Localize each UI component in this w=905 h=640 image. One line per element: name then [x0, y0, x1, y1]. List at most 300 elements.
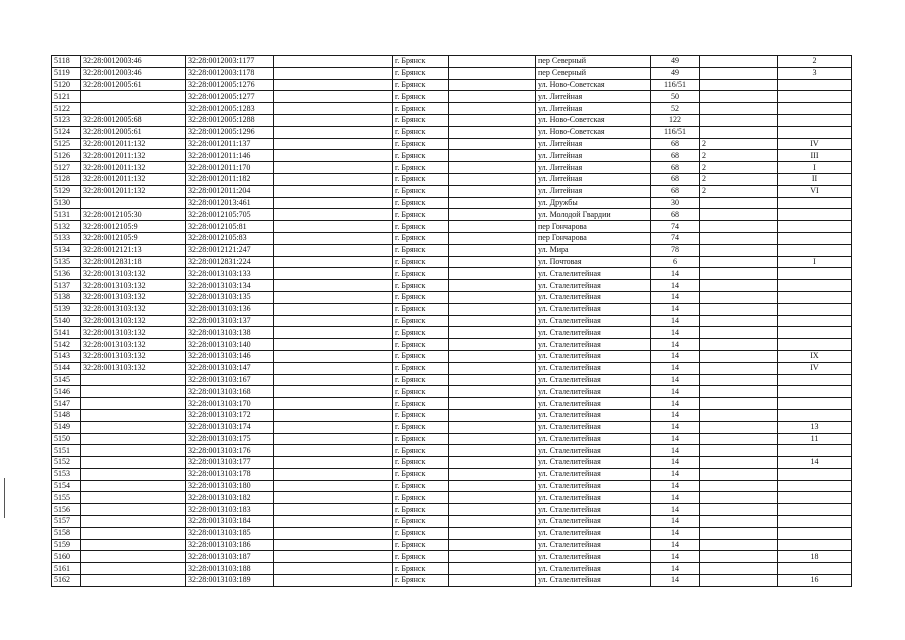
street-cell: ул. Сталелитейная: [536, 409, 651, 421]
table-row: [52, 150, 852, 162]
blank-cell-2: [449, 327, 536, 339]
table-row: [52, 197, 852, 209]
parcel-number-cell: [81, 398, 186, 410]
blank-cell: [274, 173, 393, 185]
row-number-cell: 5146: [52, 386, 81, 398]
parcel-number-cell: 32:28:0013103:132: [81, 280, 186, 292]
row-number-cell: 5119: [52, 67, 81, 79]
row-number-cell: 5153: [52, 468, 81, 480]
parcel-number-cell: [81, 433, 186, 445]
building-cell: [700, 516, 778, 528]
apartment-cell: [778, 398, 852, 410]
blank-cell: [274, 374, 393, 386]
object-number-cell: 32:28:0013103:177: [186, 457, 274, 469]
row-number-cell: 5157: [52, 516, 81, 528]
city-cell: г. Брянск: [393, 303, 449, 315]
table-row: [52, 421, 852, 433]
object-number-cell: 32:28:0013103:174: [186, 421, 274, 433]
table-row: [52, 138, 852, 150]
building-cell: [700, 433, 778, 445]
city-cell: г. Брянск: [393, 527, 449, 539]
object-number-cell: 32:28:0013103:178: [186, 468, 274, 480]
parcel-number-cell: [81, 504, 186, 516]
city-cell: г. Брянск: [393, 103, 449, 115]
city-cell: г. Брянск: [393, 516, 449, 528]
apartment-cell: 2: [778, 56, 852, 68]
street-cell: ул. Сталелитейная: [536, 457, 651, 469]
building-cell: [700, 374, 778, 386]
object-number-cell: 32:28:0012003:1178: [186, 67, 274, 79]
row-number-cell: 5121: [52, 91, 81, 103]
table-row: [52, 91, 852, 103]
blank-cell-2: [449, 362, 536, 374]
building-cell: [700, 197, 778, 209]
blank-cell: [274, 504, 393, 516]
city-cell: г. Брянск: [393, 539, 449, 551]
blank-cell: [274, 433, 393, 445]
apartment-cell: [778, 339, 852, 351]
table-row: [52, 280, 852, 292]
object-number-cell: 32:28:0013103:187: [186, 551, 274, 563]
object-number-cell: 32:28:0012011:137: [186, 138, 274, 150]
building-cell: [700, 492, 778, 504]
blank-cell: [274, 445, 393, 457]
blank-cell-2: [449, 209, 536, 221]
row-number-cell: 5148: [52, 409, 81, 421]
city-cell: г. Брянск: [393, 339, 449, 351]
blank-cell: [274, 232, 393, 244]
parcel-number-cell: [81, 480, 186, 492]
parcel-number-cell: 32:28:0012005:61: [81, 126, 186, 138]
city-cell: г. Брянск: [393, 173, 449, 185]
blank-cell-2: [449, 421, 536, 433]
street-cell: ул. Сталелитейная: [536, 539, 651, 551]
street-cell: ул. Сталелитейная: [536, 492, 651, 504]
house-number-cell: 116/51: [651, 79, 700, 91]
building-cell: [700, 327, 778, 339]
blank-cell-2: [449, 162, 536, 174]
city-cell: г. Брянск: [393, 232, 449, 244]
parcel-number-cell: [81, 374, 186, 386]
city-cell: г. Брянск: [393, 409, 449, 421]
street-cell: ул. Дружбы: [536, 197, 651, 209]
row-number-cell: 5147: [52, 398, 81, 410]
street-cell: пер Гончарова: [536, 232, 651, 244]
row-number-cell: 5130: [52, 197, 81, 209]
table-row: [52, 185, 852, 197]
parcel-number-cell: 32:28:0012011:132: [81, 162, 186, 174]
table-row: [52, 362, 852, 374]
building-cell: [700, 539, 778, 551]
building-cell: [700, 339, 778, 351]
apartment-cell: 13: [778, 421, 852, 433]
city-cell: г. Брянск: [393, 256, 449, 268]
house-number-cell: 14: [651, 539, 700, 551]
apartment-cell: [778, 480, 852, 492]
house-number-cell: 68: [651, 185, 700, 197]
table-row: [52, 256, 852, 268]
object-number-cell: 32:28:0012005:1277: [186, 91, 274, 103]
parcel-number-cell: [81, 516, 186, 528]
table-row: [52, 291, 852, 303]
blank-cell-2: [449, 150, 536, 162]
apartment-cell: 14: [778, 457, 852, 469]
house-number-cell: 14: [651, 445, 700, 457]
street-cell: ул. Сталелитейная: [536, 445, 651, 457]
city-cell: г. Брянск: [393, 185, 449, 197]
table-row: [52, 539, 852, 551]
blank-cell-2: [449, 575, 536, 587]
building-cell: [700, 362, 778, 374]
building-cell: [700, 79, 778, 91]
row-number-cell: 5129: [52, 185, 81, 197]
street-cell: ул. Литейная: [536, 103, 651, 115]
blank-cell: [274, 409, 393, 421]
object-number-cell: 32:28:0012105:705: [186, 209, 274, 221]
row-number-cell: 5141: [52, 327, 81, 339]
table-row: [52, 232, 852, 244]
object-number-cell: 32:28:0012013:461: [186, 197, 274, 209]
street-cell: пер Северный: [536, 56, 651, 68]
object-number-cell: 32:28:0012011:204: [186, 185, 274, 197]
building-cell: [700, 421, 778, 433]
house-number-cell: 14: [651, 480, 700, 492]
apartment-cell: [778, 303, 852, 315]
blank-cell: [274, 398, 393, 410]
house-number-cell: 49: [651, 67, 700, 79]
table-row: [52, 516, 852, 528]
object-number-cell: 32:28:0013103:137: [186, 315, 274, 327]
city-cell: г. Брянск: [393, 362, 449, 374]
object-number-cell: 32:28:0013103:184: [186, 516, 274, 528]
blank-cell: [274, 291, 393, 303]
building-cell: [700, 468, 778, 480]
building-cell: [700, 256, 778, 268]
apartment-cell: II: [778, 173, 852, 185]
building-cell: [700, 398, 778, 410]
apartment-cell: [778, 504, 852, 516]
margin-line: [4, 478, 5, 518]
apartment-cell: [778, 209, 852, 221]
row-number-cell: 5143: [52, 350, 81, 362]
building-cell: [700, 232, 778, 244]
object-number-cell: 32:28:0012121:247: [186, 244, 274, 256]
object-number-cell: 32:28:0012005:1296: [186, 126, 274, 138]
parcel-number-cell: 32:28:0012005:61: [81, 79, 186, 91]
blank-cell: [274, 185, 393, 197]
parcel-number-cell: [81, 457, 186, 469]
house-number-cell: 14: [651, 551, 700, 563]
city-cell: г. Брянск: [393, 126, 449, 138]
row-number-cell: 5159: [52, 539, 81, 551]
blank-cell-2: [449, 79, 536, 91]
house-number-cell: 14: [651, 303, 700, 315]
row-number-cell: 5144: [52, 362, 81, 374]
blank-cell-2: [449, 256, 536, 268]
object-number-cell: 32:28:0013103:176: [186, 445, 274, 457]
row-number-cell: 5133: [52, 232, 81, 244]
street-cell: пер Гончарова: [536, 221, 651, 233]
table-row: [52, 268, 852, 280]
building-cell: [700, 126, 778, 138]
street-cell: ул. Сталелитейная: [536, 433, 651, 445]
row-number-cell: 5123: [52, 114, 81, 126]
house-number-cell: 122: [651, 114, 700, 126]
house-number-cell: 14: [651, 527, 700, 539]
building-cell: [700, 551, 778, 563]
object-number-cell: 32:28:0013103:189: [186, 575, 274, 587]
building-cell: [700, 409, 778, 421]
house-number-cell: 14: [651, 575, 700, 587]
city-cell: г. Брянск: [393, 67, 449, 79]
blank-cell-2: [449, 350, 536, 362]
city-cell: г. Брянск: [393, 91, 449, 103]
blank-cell-2: [449, 374, 536, 386]
house-number-cell: 68: [651, 150, 700, 162]
street-cell: ул. Сталелитейная: [536, 339, 651, 351]
blank-cell: [274, 197, 393, 209]
table-row: [52, 563, 852, 575]
object-number-cell: 32:28:0013103:136: [186, 303, 274, 315]
house-number-cell: 14: [651, 350, 700, 362]
blank-cell-2: [449, 516, 536, 528]
apartment-cell: IV: [778, 362, 852, 374]
apartment-cell: [778, 445, 852, 457]
street-cell: ул. Литейная: [536, 138, 651, 150]
blank-cell: [274, 516, 393, 528]
parcel-number-cell: 32:28:0012105:9: [81, 221, 186, 233]
house-number-cell: 14: [651, 362, 700, 374]
house-number-cell: 14: [651, 280, 700, 292]
house-number-cell: 14: [651, 409, 700, 421]
table-row: [52, 575, 852, 587]
table-row: [52, 480, 852, 492]
parcel-number-cell: 32:28:0013103:132: [81, 362, 186, 374]
house-number-cell: 14: [651, 374, 700, 386]
table-row: [52, 209, 852, 221]
parcel-number-cell: 32:28:0013103:132: [81, 339, 186, 351]
blank-cell: [274, 551, 393, 563]
table-row: [52, 433, 852, 445]
house-number-cell: 50: [651, 91, 700, 103]
blank-cell: [274, 126, 393, 138]
house-number-cell: 14: [651, 398, 700, 410]
row-number-cell: 5136: [52, 268, 81, 280]
blank-cell: [274, 138, 393, 150]
house-number-cell: 68: [651, 162, 700, 174]
city-cell: г. Брянск: [393, 209, 449, 221]
building-cell: [700, 350, 778, 362]
object-number-cell: 32:28:0013103:170: [186, 398, 274, 410]
table-body: [52, 56, 852, 587]
parcel-number-cell: 32:28:0013103:132: [81, 291, 186, 303]
blank-cell-2: [449, 303, 536, 315]
parcel-number-cell: [81, 563, 186, 575]
object-number-cell: 32:28:0013103:180: [186, 480, 274, 492]
blank-cell-2: [449, 126, 536, 138]
building-cell: [700, 244, 778, 256]
city-cell: г. Брянск: [393, 280, 449, 292]
apartment-cell: 16: [778, 575, 852, 587]
street-cell: ул. Литейная: [536, 91, 651, 103]
parcel-number-cell: 32:28:0012011:132: [81, 185, 186, 197]
house-number-cell: 68: [651, 173, 700, 185]
apartment-cell: I: [778, 162, 852, 174]
building-cell: [700, 221, 778, 233]
blank-cell-2: [449, 457, 536, 469]
row-number-cell: 5155: [52, 492, 81, 504]
house-number-cell: 74: [651, 232, 700, 244]
object-number-cell: 32:28:0013103:133: [186, 268, 274, 280]
house-number-cell: 68: [651, 138, 700, 150]
blank-cell: [274, 209, 393, 221]
blank-cell-2: [449, 539, 536, 551]
blank-cell-2: [449, 244, 536, 256]
row-number-cell: 5142: [52, 339, 81, 351]
city-cell: г. Брянск: [393, 457, 449, 469]
city-cell: г. Брянск: [393, 492, 449, 504]
object-number-cell: 32:28:0012831:224: [186, 256, 274, 268]
apartment-cell: [778, 563, 852, 575]
parcel-number-cell: 32:28:0013103:132: [81, 268, 186, 280]
row-number-cell: 5151: [52, 445, 81, 457]
row-number-cell: 5128: [52, 173, 81, 185]
building-cell: [700, 303, 778, 315]
house-number-cell: 74: [651, 221, 700, 233]
building-cell: [700, 315, 778, 327]
building-cell: 2: [700, 162, 778, 174]
city-cell: г. Брянск: [393, 138, 449, 150]
row-number-cell: 5126: [52, 150, 81, 162]
building-cell: 2: [700, 138, 778, 150]
house-number-cell: 116/51: [651, 126, 700, 138]
city-cell: г. Брянск: [393, 197, 449, 209]
table-row: [52, 221, 852, 233]
house-number-cell: 14: [651, 268, 700, 280]
row-number-cell: 5140: [52, 315, 81, 327]
blank-cell-2: [449, 185, 536, 197]
parcel-number-cell: [81, 492, 186, 504]
parcel-number-cell: 32:28:0012011:132: [81, 150, 186, 162]
object-number-cell: 32:28:0013103:183: [186, 504, 274, 516]
parcel-number-cell: [81, 445, 186, 457]
street-cell: ул. Ново-Советская: [536, 126, 651, 138]
parcel-number-cell: [81, 91, 186, 103]
street-cell: ул. Сталелитейная: [536, 516, 651, 528]
street-cell: ул. Сталелитейная: [536, 563, 651, 575]
parcel-number-cell: 32:28:0012105:9: [81, 232, 186, 244]
row-number-cell: 5125: [52, 138, 81, 150]
row-number-cell: 5160: [52, 551, 81, 563]
building-cell: [700, 280, 778, 292]
object-number-cell: 32:28:0012005:1283: [186, 103, 274, 115]
row-number-cell: 5139: [52, 303, 81, 315]
street-cell: ул. Сталелитейная: [536, 527, 651, 539]
blank-cell: [274, 67, 393, 79]
apartment-cell: [778, 103, 852, 115]
object-number-cell: 32:28:0013103:138: [186, 327, 274, 339]
table-row: [52, 445, 852, 457]
blank-cell: [274, 114, 393, 126]
street-cell: ул. Сталелитейная: [536, 374, 651, 386]
row-number-cell: 5161: [52, 563, 81, 575]
object-number-cell: 32:28:0013103:186: [186, 539, 274, 551]
object-number-cell: 32:28:0012005:1288: [186, 114, 274, 126]
blank-cell-2: [449, 492, 536, 504]
house-number-cell: 14: [651, 433, 700, 445]
row-number-cell: 5132: [52, 221, 81, 233]
object-number-cell: 32:28:0013103:182: [186, 492, 274, 504]
blank-cell-2: [449, 138, 536, 150]
city-cell: г. Брянск: [393, 421, 449, 433]
parcel-number-cell: [81, 421, 186, 433]
table-row: [52, 374, 852, 386]
city-cell: г. Брянск: [393, 291, 449, 303]
parcel-number-cell: 32:28:0012011:132: [81, 138, 186, 150]
street-cell: ул. Ново-Советская: [536, 114, 651, 126]
blank-cell-2: [449, 268, 536, 280]
table-row: [52, 244, 852, 256]
house-number-cell: 30: [651, 197, 700, 209]
parcel-number-cell: [81, 539, 186, 551]
parcel-number-cell: 32:28:0012003:46: [81, 56, 186, 68]
blank-cell: [274, 563, 393, 575]
building-cell: [700, 56, 778, 68]
parcel-number-cell: [81, 551, 186, 563]
street-cell: ул. Сталелитейная: [536, 268, 651, 280]
blank-cell-2: [449, 56, 536, 68]
blank-cell-2: [449, 445, 536, 457]
blank-cell: [274, 91, 393, 103]
street-cell: ул. Мира: [536, 244, 651, 256]
object-number-cell: 32:28:0012011:170: [186, 162, 274, 174]
building-cell: [700, 103, 778, 115]
parcel-number-cell: [81, 103, 186, 115]
apartment-cell: [778, 91, 852, 103]
building-cell: [700, 445, 778, 457]
apartment-cell: [778, 197, 852, 209]
apartment-cell: [778, 114, 852, 126]
street-cell: ул. Ново-Советская: [536, 79, 651, 91]
blank-cell-2: [449, 173, 536, 185]
blank-cell-2: [449, 67, 536, 79]
blank-cell-2: [449, 551, 536, 563]
street-cell: ул. Сталелитейная: [536, 468, 651, 480]
blank-cell: [274, 421, 393, 433]
table-row: [52, 350, 852, 362]
building-cell: [700, 386, 778, 398]
street-cell: ул. Сталелитейная: [536, 398, 651, 410]
apartment-cell: [778, 374, 852, 386]
blank-cell-2: [449, 527, 536, 539]
city-cell: г. Брянск: [393, 350, 449, 362]
register-table: [51, 55, 852, 587]
house-number-cell: 14: [651, 457, 700, 469]
blank-cell: [274, 303, 393, 315]
row-number-cell: 5120: [52, 79, 81, 91]
blank-cell-2: [449, 291, 536, 303]
house-number-cell: 14: [651, 339, 700, 351]
city-cell: г. Брянск: [393, 551, 449, 563]
apartment-cell: [778, 386, 852, 398]
blank-cell: [274, 103, 393, 115]
row-number-cell: 5150: [52, 433, 81, 445]
apartment-cell: [778, 280, 852, 292]
city-cell: г. Брянск: [393, 79, 449, 91]
street-cell: ул. Сталелитейная: [536, 280, 651, 292]
city-cell: г. Брянск: [393, 162, 449, 174]
row-number-cell: 5158: [52, 527, 81, 539]
